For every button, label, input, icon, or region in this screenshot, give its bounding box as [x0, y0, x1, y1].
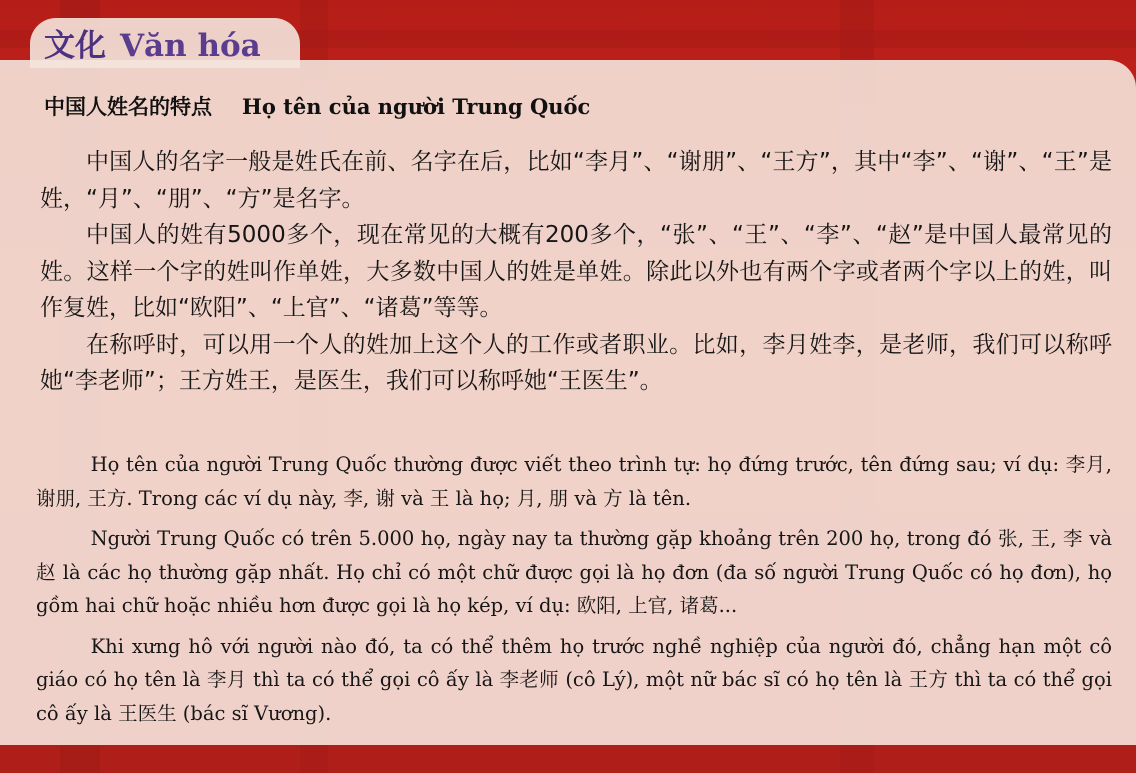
page-title-zh: 文化 — [44, 28, 106, 64]
vietnamese-paragraph: Người Trung Quốc có trên 5.000 họ, ngày nay ta thường gặp khoảng trên 200 họ, trong đó 张, 王, 李 và 赵 là các họ thường gặp nhất. Họ chỉ có một chữ được gọi là họ đơn (đa số người Trung Quốc có họ đơn), họ gồm hai chữ hoặc nhiều hơn được gọi là họ kép, ví dụ: 欧阳, 上官, 诸葛... — [36, 527, 1112, 617]
chinese-paragraph: 在称呼时，可以用一个人的姓加上这个人的工作或者职业。比如，李月姓李，是老师，我们可以称呼她“李老师”；王方姓王，是医生，我们可以称呼她“王医生”。 — [40, 331, 1112, 394]
section-heading-zh: 中国人姓名的特点 — [44, 94, 212, 119]
vietnamese-paragraph: Khi xưng hô với người nào đó, ta có thể thêm họ trước nghề nghiệp của người đó, chẳng hạn một cô giáo có họ tên là 李月 thì ta có thể gọi cô ấy là 李老师 (cô Lý), một nữ bác sĩ có họ tên là 王方 thì ta có thể gọi cô ấy là 王医生 (bác sĩ Vương). — [36, 634, 1112, 725]
page-title-vi: Văn hóa — [120, 28, 261, 64]
chinese-paragraph: 中国人的名字一般是姓氏在前、名字在后，比如“李月”、“谢朋”、“王方”，其中“李”、“谢”、“王”是姓，“月”、“朋”、“方”是名字。 — [40, 149, 1112, 212]
vietnamese-text — [36, 448, 1112, 737]
chinese-paragraph: 中国人的姓有5000多个，现在常见的大概有200多个，“张”、“王”、“李”、“赵”是中国人最常见的姓。这样一个字的姓叫作单姓，大多数中国人的姓是单姓。除此以外也有两个字或者两个字以上的姓，叫作复姓，比如“欧阳”、“上官”、“诸葛”等等。 — [40, 222, 1112, 321]
section-heading — [44, 92, 590, 122]
vietnamese-paragraph: Họ tên của người Trung Quốc thường được viết theo trình tự: họ đứng trước, tên đứng sau; ví dụ: 李月, 谢朋, 王方. Trong các ví dụ này, 李, 谢 và 王 là họ; 月, 朋 và 方 là tên. — [36, 453, 1112, 510]
page-title — [44, 26, 261, 66]
section-heading-vi: Họ tên của người Trung Quốc — [242, 94, 591, 119]
chinese-text — [40, 144, 1112, 400]
